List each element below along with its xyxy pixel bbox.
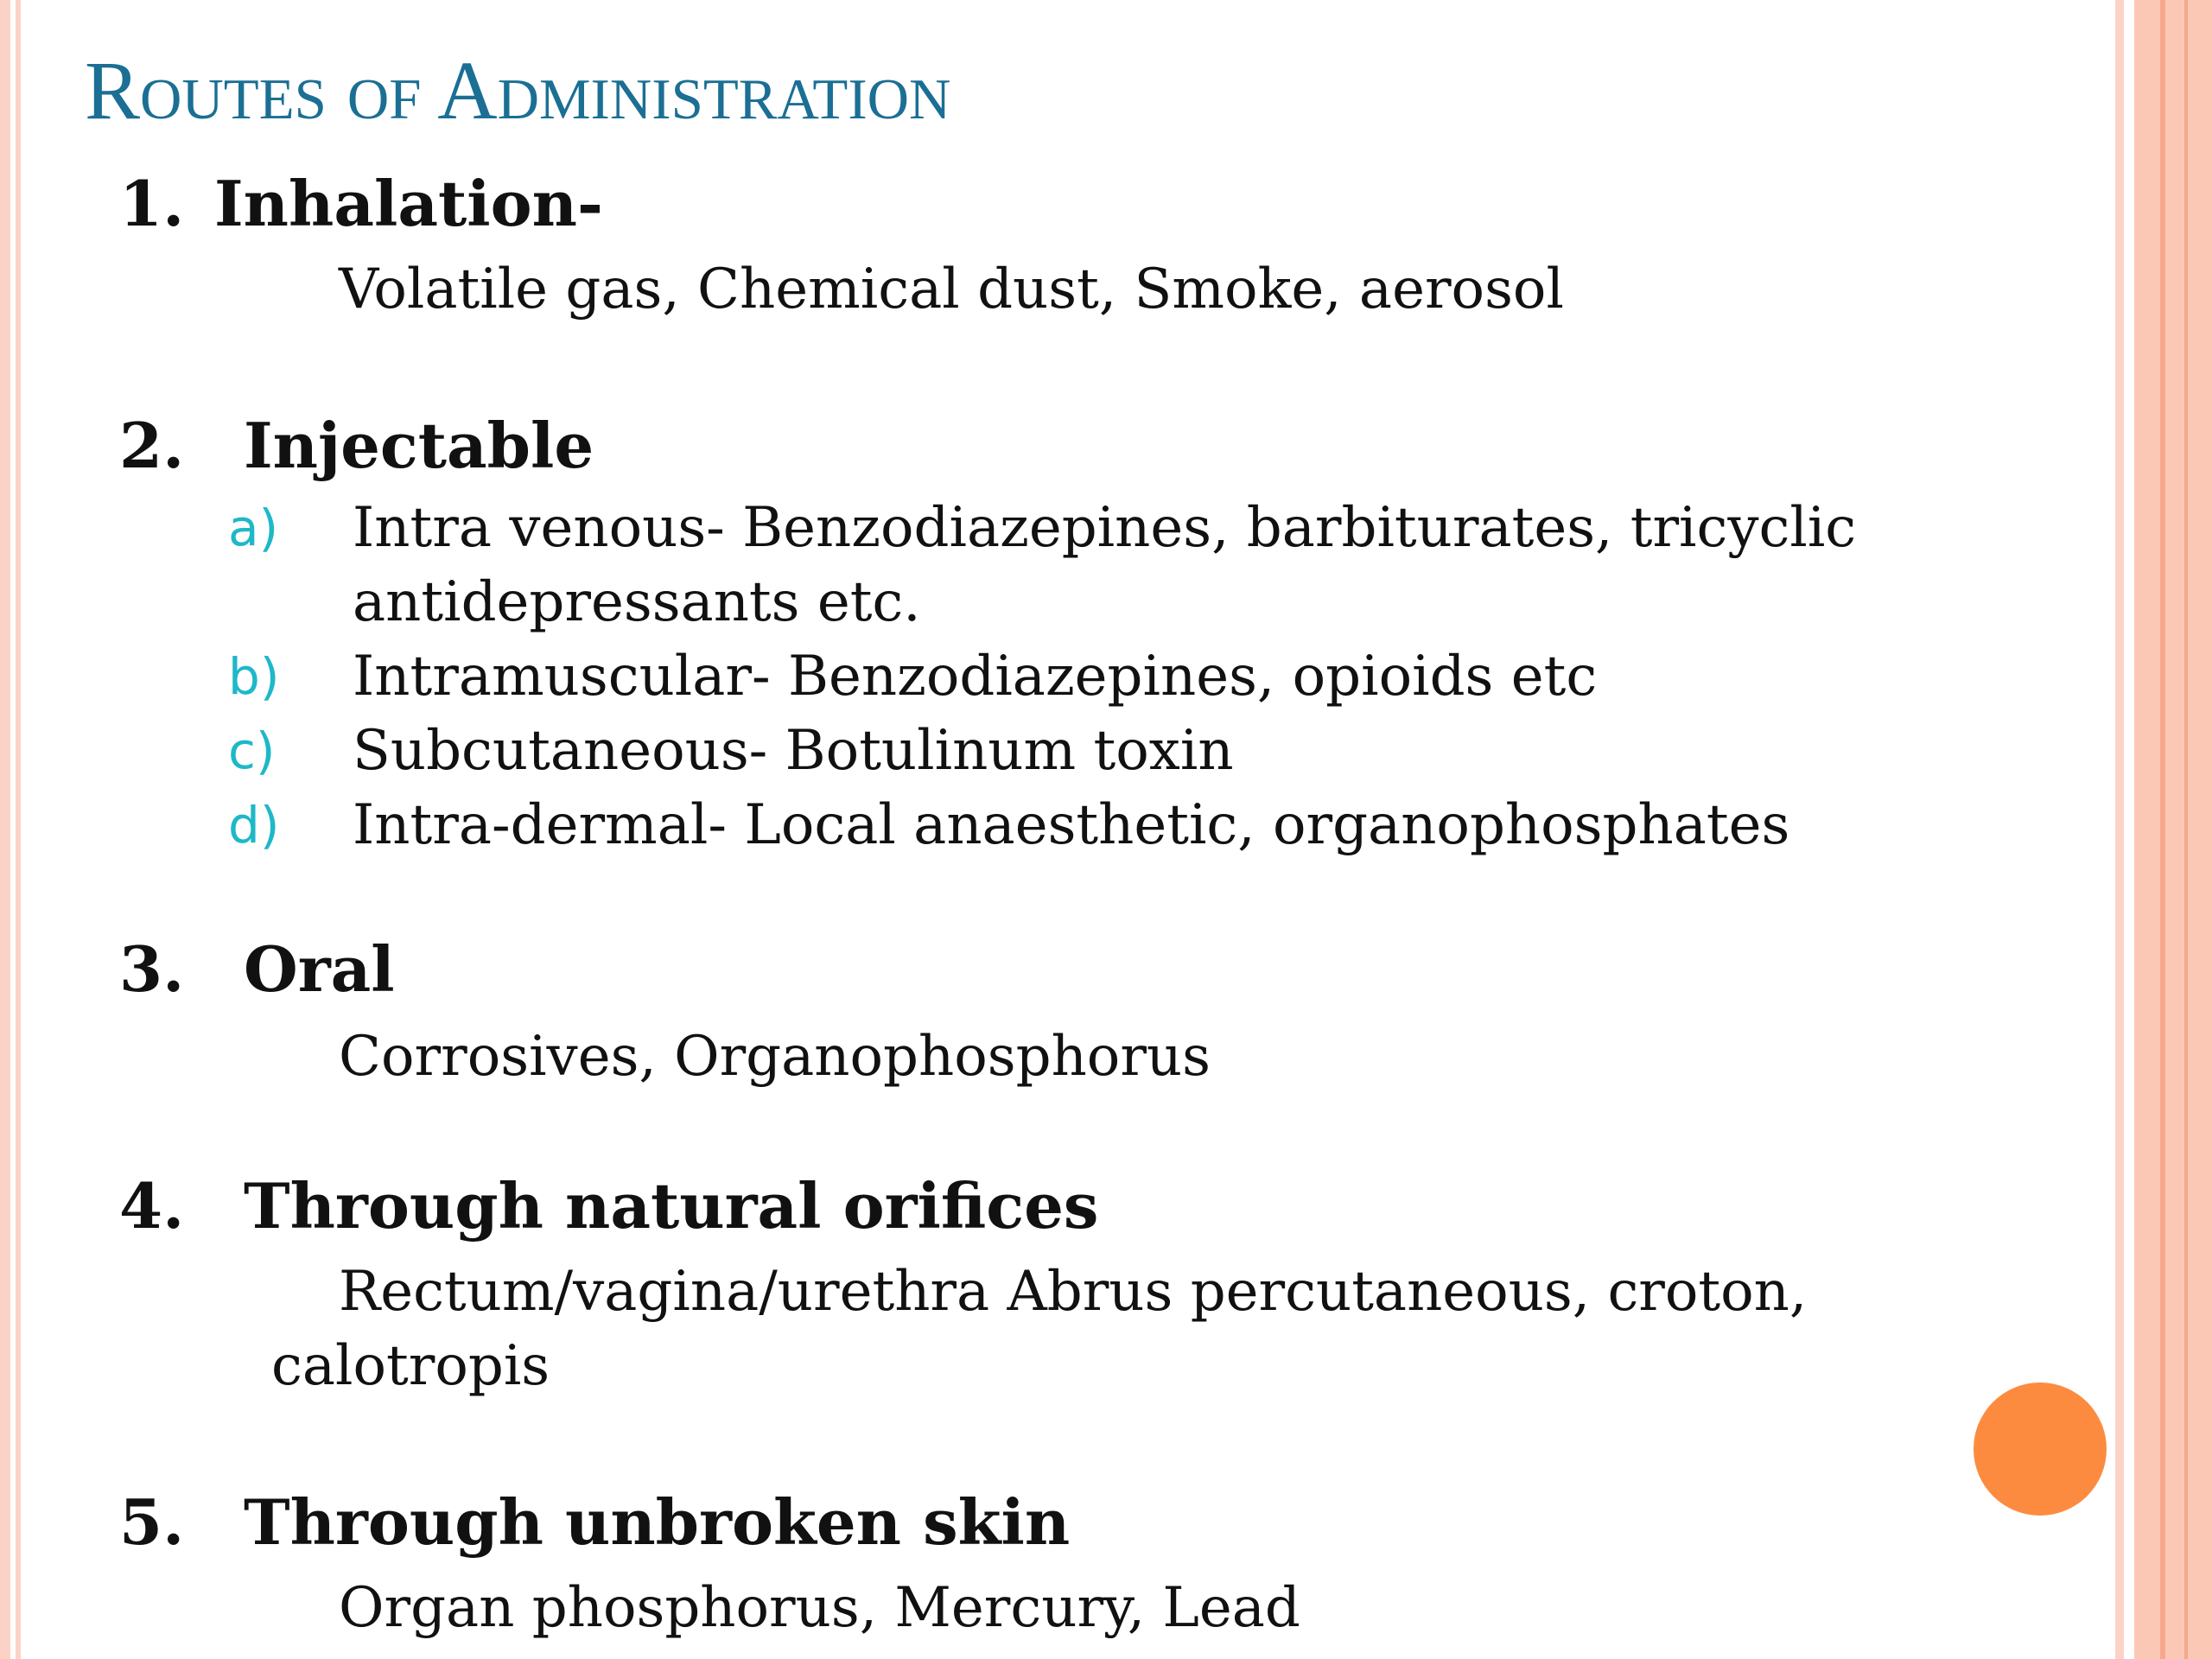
right-border-line [2160, 0, 2165, 1659]
subitem-d-text: Intra-dermal- Local anaesthetic, organophosphates [353, 793, 1790, 857]
section-2-title: Injectable [244, 409, 594, 482]
section-1-title: Inhalation- [214, 167, 603, 240]
subitem-b-text: Intramuscular- Benzodiazepines, opioids etc [353, 645, 1598, 709]
section-4-detail-line-1: Rectum/vagina/urethra Abrus percutaneous, croton, [339, 1260, 1808, 1324]
section-1-number: 1. [119, 167, 185, 240]
section-3-title: Oral [244, 932, 395, 1006]
section-4-title: Through natural orifices [244, 1169, 1099, 1243]
left-border-stripe [0, 0, 10, 1659]
section-4-heading [119, 1169, 1099, 1243]
subitem-a-line-2: antidepressants etc. [353, 570, 921, 634]
section-4-detail-line-2: calotropis [271, 1334, 550, 1398]
section-5-title: Through unbroken skin [244, 1485, 1071, 1559]
subitem-a-letter: a) [228, 499, 279, 557]
right-border-line-outer [2184, 0, 2188, 1659]
subitem-b-letter: b) [228, 647, 280, 706]
section-3-heading [119, 932, 395, 1006]
section-3-number: 3. [119, 932, 185, 1006]
section-5-number: 5. [119, 1485, 185, 1559]
section-1-heading [119, 169, 603, 238]
section-2-number: 2. [119, 409, 185, 482]
section-4-number: 4. [119, 1169, 185, 1243]
subitem-c-text: Subcutaneous- Botulinum toxin [353, 719, 1234, 783]
subitem-a-line-1: Intra venous- Benzodiazepines, barbiturates, tricyclic [353, 496, 1857, 560]
section-5-detail: Organ phosphorus, Mercury, Lead [339, 1576, 1300, 1640]
section-5-heading [119, 1485, 1071, 1559]
right-border-band [2134, 0, 2212, 1659]
section-2-heading [119, 411, 594, 480]
left-border-stripe-thin [16, 0, 21, 1659]
slide-title: Routes of Administration [85, 44, 951, 137]
right-border-stripe-thin [2115, 0, 2124, 1659]
subitem-d-letter: d) [228, 796, 280, 855]
subitem-c-letter: c) [228, 721, 276, 780]
section-1-detail: Volatile gas, Chemical dust, Smoke, aerosol [339, 257, 1564, 321]
section-3-detail: Corrosives, Organophosphorus [339, 1025, 1211, 1089]
accent-circle-icon [1974, 1382, 2107, 1516]
